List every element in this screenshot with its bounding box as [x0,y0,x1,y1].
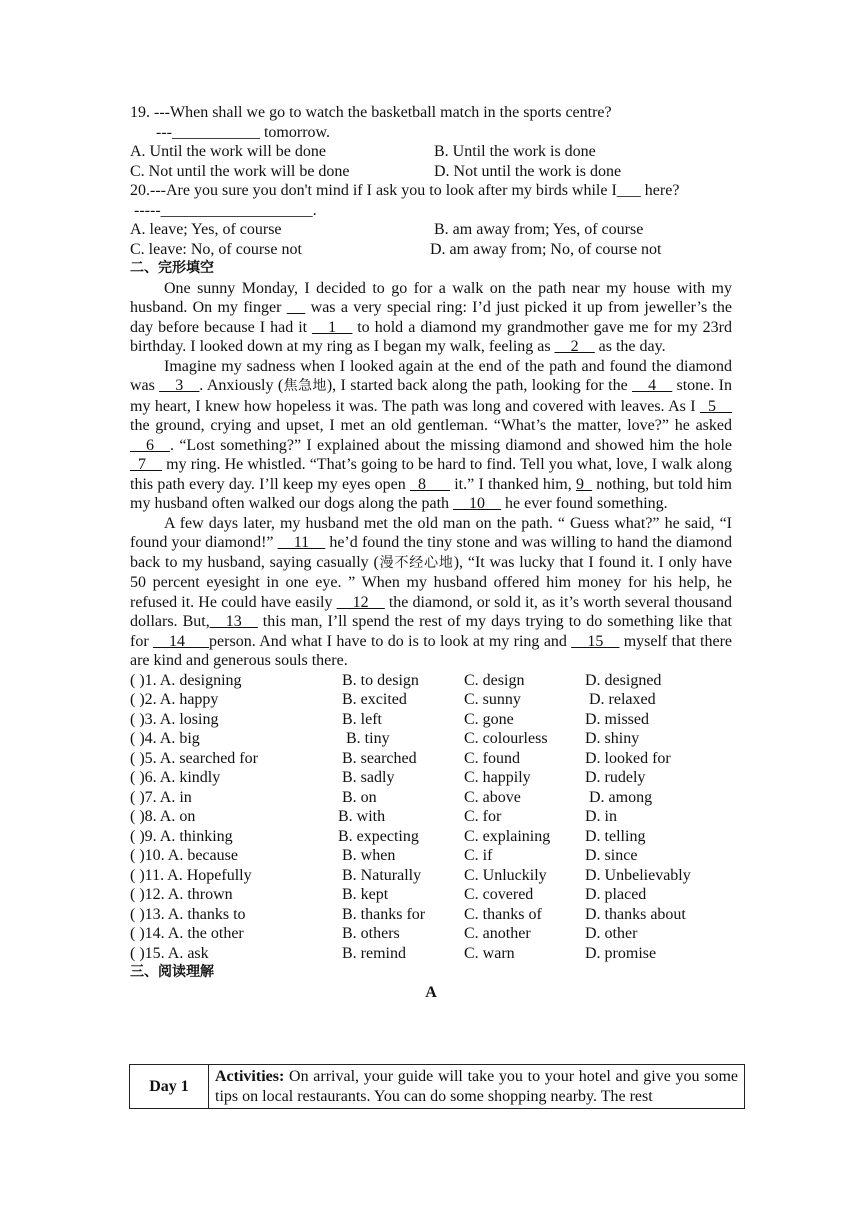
blank-7: _7__ [130,456,162,473]
section-reading-title: 三、阅读理解 [130,964,214,980]
q19-options-ab [130,142,732,162]
worksheet-page [130,103,732,1002]
blank-6: __6__ [130,436,170,454]
blank-1: __1__ [312,318,353,336]
choice-row: ( )15. A. ask B. remind C. warn D. promise [130,944,657,962]
blank-14: __14___ [153,632,210,650]
blank-5: _5__ [700,397,732,415]
schedule-activities-cell [209,1065,745,1109]
q19-option-b: B. Until the work is done [434,143,596,160]
cloze-paragraph-2: Imagine my sadness when I looked again at the end of the path and found the diamond was __3__. Anxiously (焦急地), I started back along the path, looking for the __4__ stone. In my heart, I knew how hopeless it was. The path was long and covered with leaves. As I _5__ the ground, crying and upset, I met an old gentleman. “What’s the matter, love?” he asked __6__. “Lost something?” I explained about the missing diamond and showed him the hole _7__ my ring. He whistled. “That’s going to be hard to find. Tell you what, love, I walk along this path every day. I’ll keep my eyes open _8___ it.” I thanked him, 9_ nothing, but told him my husband often walked our dogs along the path __10__ he ever found something. [130,357,732,512]
blank-finger: _ [286,299,306,316]
choice-row: ( )13. A. thanks to B. thanks for C. thanks of D. thanks about [130,905,686,923]
blank-8: _8___ [410,475,450,493]
blank-10: __10__ [453,495,502,512]
choice-row: ( )12. A. thrown B. kept C. covered D. placed [130,886,647,903]
cjk-gloss-anxiously: 焦急地 [283,378,327,394]
choice-row: ( )6. A. kindly B. sadly C. happily D. rudely [130,769,646,786]
schedule-row-day1 [130,1065,745,1109]
q19-question: 19. ---When shall we go to watch the basketball match in the sports centre? [130,104,612,121]
blank-4: __4__ [632,377,673,394]
choice-row: ( )10. A. because B. when C. if D. since [130,847,638,864]
q20-option-d: D. am away from; No, of course not [430,240,662,258]
q20-options-ab [130,220,732,240]
schedule-table [129,1064,745,1109]
blank-11: __11__ [277,534,326,551]
q20-option-b: B. am away from; Yes, of course [434,221,644,238]
choice-row: ( )8. A. on B. with C. for D. in [130,808,617,825]
choice-row: ( )9. A. thinking B. expecting C. explaining D. telling [130,827,646,845]
choice-row: ( )3. A. losing B. left C. gone D. missed [130,710,649,728]
choice-row: ( )4. A. big B. tiny C. colourless D. shiny [130,730,640,747]
q20-answer-blank: -----___________________. [134,201,317,219]
schedule-day-cell: Day 1 [130,1065,209,1109]
blank-13: __13__ [209,613,258,630]
choice-row: ( )7. A. in B. on C. above D. among [130,788,653,806]
blank-9: 9_ [575,475,592,493]
q19-option-c: C. Not until the work will be done [130,162,350,180]
q19-answer-blank: ---___________ tomorrow. [156,123,331,141]
q20-option-c: C. leave: No, of course not [130,240,302,258]
q19-option-a: A. Until the work will be done [130,143,326,160]
q19-options-cd [130,162,732,182]
choice-row: ( )5. A. searched for B. searched C. found D. looked for [130,749,671,767]
choice-row: ( )14. A. the other B. others C. another D. other [130,925,638,942]
blank-2: __2__ [554,338,595,355]
choice-row: ( )2. A. happy B. excited C. sunny D. relaxed [130,691,656,708]
activities-text: On arrival, your guide will take you to your hotel and give you some tips on local restaurants. You can do some shopping nearby. The rest [215,1068,738,1105]
cloze-choices-list [130,671,732,964]
cloze-paragraph-3: A few days later, my husband met the old man on the path. “ Guess what?” he said, “I found your diamond!” __11__ he’d found the tiny stone and was willing to hand the diamond back to my husband, saying casually (漫不经心地), “It was lucky that I found it. I only have 50 percent eyesight in one eye. ” When my husband offered him money for his help, he refused it. He could have easily __12__ the diamond, or sold it, as it’s worth several thousand dollars. But,__13__ this man, I’ll spend the rest of my days trying to do something like that for __14___person. And what I have to do is to look at my ring and __15__ myself that there are kind and generous souls there. [130,514,733,669]
q20-question: 20.---Are you sure you don't mind if I ask you to look after my birds while I___ here? [130,182,680,199]
cloze-paragraph-1: One sunny Monday, I decided to go for a walk on the path near my house with my husband. On my finger _ was a very special ring: I’d just picked it up from jeweller’s the day before because I had it __1__ to hold a diamond my grandmother gave me for my 23rd birthday. I looked down at my ring as I began my walk, feeling as __2__ as the day. [130,279,733,355]
choice-row: ( )11. A. Hopefully B. Naturally C. Unluckily D. Unbelievably [130,866,691,884]
blank-12: __12__ [336,593,385,611]
q20-options-cd [130,240,732,260]
activities-label: Activities: [215,1068,285,1085]
section-cloze-title: 二、完形填空 [130,260,214,276]
blank-3: __3__ [159,377,200,394]
q19-option-d: D. Not until the work is done [434,162,622,180]
q20-option-a: A. leave; Yes, of course [130,221,282,238]
blank-15: __15__ [571,632,620,650]
passage-a-label: A [425,983,437,1001]
cjk-gloss-casually: 漫不经心地 [378,554,454,571]
choice-row: ( )1. A. designing B. to design C. design D. designed [130,671,662,689]
